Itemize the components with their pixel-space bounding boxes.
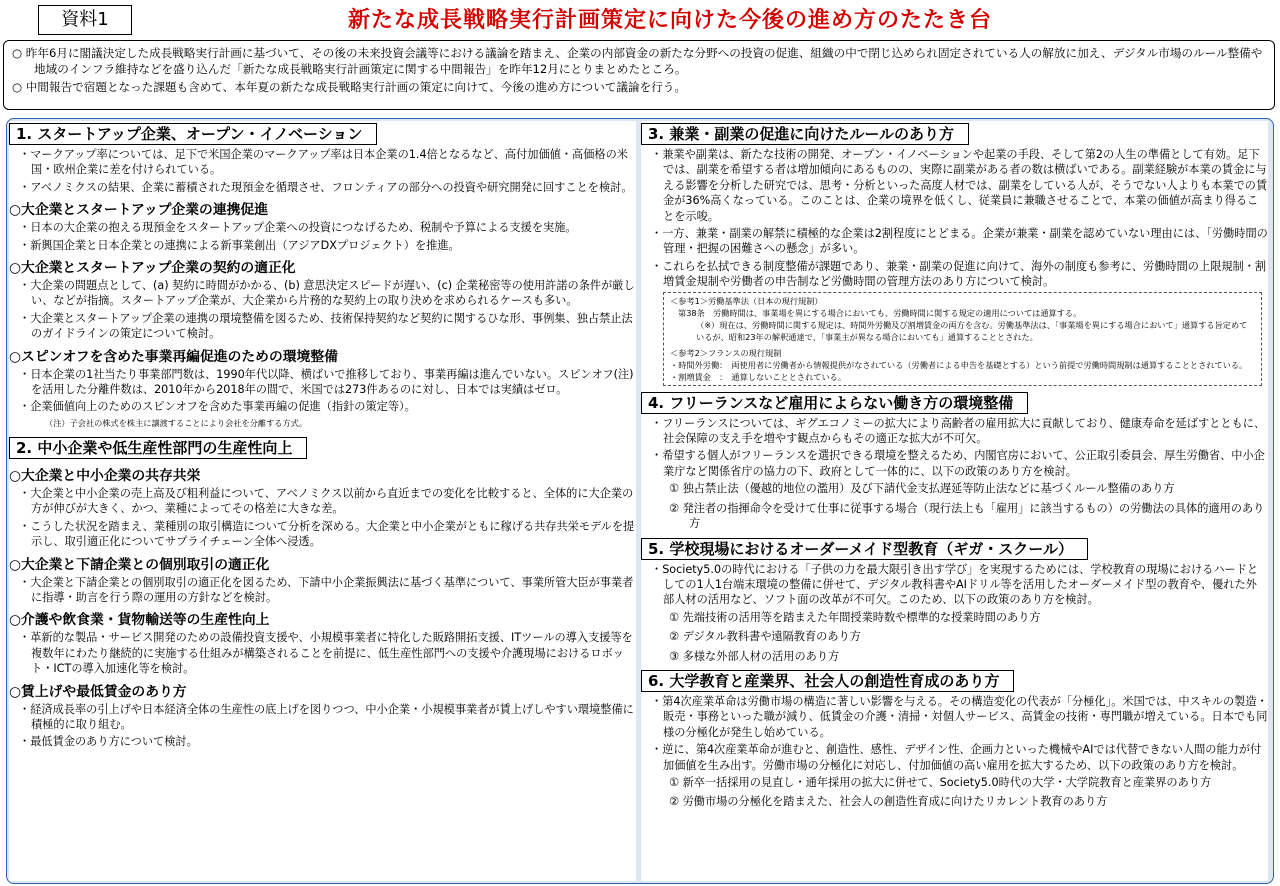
intro-box [3, 40, 1275, 110]
main-panel [6, 118, 1274, 884]
ref1-line-1: 第38条 労働時間は、事業場を異にする場合においても、労働時間に関する規定の適用については通算する。 [678, 307, 1082, 318]
s2-subheading-1: ○大企業と中小企業の共存共栄 [9, 467, 201, 484]
s4-bullet-2: ・希望する個人がフリーランスを選択できる環境を整えるため、内閣官房において、公正取引委員会、厚生労働省、中小企業庁など関係省庁の協力の下、政府として一体的に、以下の政策のあり方を検討。 [651, 449, 1265, 478]
ref2-title: ＜参考2＞フランスの現行規制 [670, 347, 782, 358]
s3-bullet-1: ・兼業や副業は、新たな技術の開発、オープン・イノベーションや起業の手段、そして第2の人生の準備として有効。足下では、副業を希望する者は増加傾向にあるものの、実際に副業がある者の数は横ばいである。副業経験が本業の賃金に与える影響を分析した研究では、思考・分析といった高度人材では、副業をしている人が、そうでない人よりも本業での賃金が36%高くなっている。このことは、企業の境界を低くし、従業員に兼職させることで、本業の価値が高まり得ることを示唆。 [651, 148, 1268, 223]
section-2-heading: 2. 中小企業や低生産性部門の生産性向上 [9, 437, 307, 459]
s1-sub3-bullet-2: ・企業価値向上のためのスピンオフを含めた事業再編の促進（指針の策定等）。 [19, 400, 416, 414]
s2-sub4-bullet-1: ・経済成長率の引上げや日本経済全体の生産性の底上げを図りつつ、中小企業・小規模事業者が賃上げしやすい環境整備に積極的に取り組む。 [19, 702, 634, 731]
s6-item-2: ② 労働市場の分極化を踏まえた、社会人の創造性育成に向けたリカレント教育のあり方 [669, 795, 1108, 809]
s2-sub1-bullet-1: ・大企業と中小企業の売上高及び粗利益について、アベノミクス以前から直近までの変化を比較すると、全体的に大企業の方が伸びが大きく、かつ、業種によってその格差に大きな差。 [19, 486, 634, 516]
s5-bullet-1: ・Society5.0の時代における「子供の力を最大限引き出す学び」を実現するためには、学校教育の現場におけるハードとしての1人1台端末環境の整備に併せて、デジタル教科書やAIドリル等を活用したオーダーメイド型の教育や、優れた外部人材の活用など、ソフト面の改革が不可欠。このため、以下の政策のあり方を検討。 [651, 562, 1259, 607]
s2-subheading-3: ○介護や飲食業・貨物輸送等の生産性向上 [9, 612, 270, 629]
ref1-title: ＜参考1＞労働基準法（日本の現行規制） [670, 295, 823, 306]
s3-bullet-3: ・これらを払拭できる制度整備が課題であり、兼業・副業の促進に向けて、海外の制度も参考に、労働時間の上限規制・割増賃金規制や労働者の申告制など労働時間の管理方法のあり方について検討。 [651, 259, 1267, 289]
reference-box [663, 292, 1262, 386]
s5-item-1: ① 先端技術の活用等を踏まえた年間授業時数や標準的な授業時間のあり方 [669, 610, 1041, 624]
s2-sub1-bullet-2: ・こうした状況を踏まえ、業種別の取引構造について分析を深める。大企業と中小企業がともに稼げる共存共栄モデルを提示し、取引適正化についてサプライチェーン全体へ浸透。 [19, 519, 635, 549]
s2-subheading-2: ○大企業と下請企業との個別取引の適正化 [9, 556, 270, 573]
s1-subheading-3: ○スピンオフを含めた事業再編促進のための環境整備 [9, 348, 338, 365]
s1-sub2-bullet-1: ・大企業の問題点として、(a) 契約に時間がかかる、(b) 意思決定スピードが遅い、(c) 企業秘密等の使用許諾の条件が厳しい、などが指摘。スタートアップ企業が、大企業から片務的な契約上の取り決めを求められるケースも多い。 [19, 279, 635, 308]
s6-item-1: ① 新卒一括採用の見直し・通年採用の拡大に併せて、Society5.0時代の大学・大学院教育と産業界のあり方 [669, 775, 1212, 789]
left-column [9, 121, 636, 881]
s1-bullet-1: ・マークアップ率については、足下で米国企業のマークアップ率は日本企業の1.4倍となるなど、高付加価値・高価格の米国・欧州企業に差を付けられている。 [19, 148, 628, 177]
s1-sub1-bullet-2: ・新興国企業と日本企業との連携による新事業創出（アジアDXプロジェクト）を推進。 [19, 238, 460, 252]
s3-bullet-2: ・一方、兼業・副業の解禁に積極的な企業は2割程度にとどまる。企業が兼業・副業を認めていない理由には、「労働時間の管理・把握の困難さへの懸念」が多い。 [651, 227, 1268, 256]
s1-footnote: （注）子会社の株式を株主に譲渡することにより会社を分離する方式。 [45, 417, 308, 428]
s6-bullet-2: ・逆に、第4次産業革命が進むと、創造性、感性、デザイン性、企画力といった機械やAIでは代替できない人間の能力が付加価値を生み出す。労働市場の分極化に対応し、付加価値の高い雇用を拡大するため、以下の政策のあり方を検討。 [651, 743, 1262, 772]
s4-item-2: ② 発注者の指揮命令を受けて仕事に従事する場合（現行法上も「雇用」に該当するもの）の労働法の具体的適用のあり方 [669, 501, 1265, 531]
page-title: 新たな成長戦略実行計画策定に向けた今後の進め方のたたき台 [347, 8, 992, 33]
intro-point-2: ○ 中間報告で宿題となった課題も含めて、本年夏の新たな成長戦略実行計画の策定に向けて、今後の進め方について議論を行う。 [12, 80, 686, 94]
s1-sub1-bullet-1: ・日本の大企業の抱える現預金をスタートアップ企業への投資につなげるため、税制や予算による支援を実施。 [19, 221, 577, 235]
section-1-heading: 1. スタートアップ企業、オープン・イノベーション [9, 123, 377, 145]
s2-subheading-4: ○賃上げや最低賃金のあり方 [9, 683, 187, 700]
s2-sub3-bullet-1: ・革新的な製品・サービス開発のための設備投資支援や、小規模事業者に特化した販路開拓支援、ITツールの導入支援等を複数年にわたり継続的に実施する仕組みが構築されることを前提に、低生産性部門への支援や介護現場におけるロボット・ICTの導入加速化等を検討。 [19, 631, 633, 676]
ref1-line-2: （※）現在は、労働時間に関する規定は、時間外労働及び割増賃金の両方を含む。労働基準法は、「事業場を異にする場合において」通算する旨定めているが、昭和23年の解釈通達で、「事業主が異なる場合においても」通算することとされた。 [696, 319, 1248, 342]
section-5-heading: 5. 学校現場におけるオーダーメイド型教育（ギガ・スクール） [641, 538, 1088, 560]
s1-bullet-2: ・アベノミクスの結果、企業に蓄積された現預金を循環させ、フロンティアの部分への投資や研究開発に回すことを検討。 [19, 180, 633, 194]
section-6-heading: 6. 大学教育と産業界、社会人の創造性育成のあり方 [641, 670, 1014, 692]
s6-bullet-1: ・第4次産業革命は労働市場の構造に著しい影響を与える。その構造変化の代表が「分極化」。米国では、中スキルの製造・販売・事務といった職が減り、低賃金の介護・清掃・対個人サービス、高賃金の技術・専門職が増えている。日本でも同様の分極化が発生し始めている。 [651, 694, 1268, 739]
right-column [641, 121, 1268, 881]
s4-bullet-1: ・フリーランスについては、ギグエコノミーの拡大により高齢者の雇用拡大に貢献しており、健康寿命を延ばすとともに、社会保障の支え手を増やす観点からもその適正な拡大が不可欠。 [651, 416, 1266, 446]
s1-sub2-bullet-2: ・大企業とスタートアップ企業の連携の環境整備を図るため、技術保持契約など契約に関するひな形、事例集、独占禁止法のガイドラインの策定について検討。 [19, 311, 633, 341]
s2-sub2-bullet-1: ・大企業と下請企業との個別取引の適正化を図るため、下請中小企業振興法に基づく基準について、事業所管大臣が事業者に指導・助言を行う際の運用の方針などを検討。 [19, 575, 634, 604]
s1-subheading-2: ○大企業とスタートアップ企業の契約の適正化 [9, 260, 296, 277]
s5-item-2: ② デジタル教科書や遠隔教育のあり方 [669, 630, 861, 644]
intro-point-1: ○ 昨年6月に閣議決定した成長戦略実行計画に基づいて、その後の未来投資会議等における議論を踏まえ、企業の内部資金の新たな分野への投資の促進、組織の中で閉じ込められ固定されている人の解放に加え、デジタル市場のルール整備や地域のインフラ維持などを盛り込んだ「新たな成長戦略実行計画策定に関する中間報告」を昨年12月にとりまとめたところ。 [12, 46, 1263, 76]
s1-sub3-bullet-1: ・日本企業の1社当たり事業部門数は、1990年代以降、横ばいで推移しており、事業再編は進んでいない。スピンオフ(注)を活用した分離件数は、2010年から2018年の間で、米国では273件あるのに対し、日本では実績はゼロ。 [19, 367, 634, 397]
s1-subheading-1: ○大企業とスタートアップ企業の連携促進 [9, 202, 269, 219]
section-4-heading: 4. フリーランスなど雇用によらない働き方の環境整備 [641, 392, 1028, 414]
s5-item-3: ③ 多様な外部人材の活用のあり方 [669, 649, 840, 663]
ref2-line-2: ・割増賃金 ： 通算しないこととされている。 [670, 371, 847, 382]
ref2-line-1: ・時間外労働： 両使用者に労働者から情報提供がなされている（労働者による申告を基礎とする）という前提で労働時間規制は通算することとされている。 [670, 359, 1248, 370]
s2-sub4-bullet-2: ・最低賃金のあり方について検討。 [19, 735, 198, 749]
section-3-heading: 3. 兼業・副業の促進に向けたルールのあり方 [641, 123, 969, 145]
s4-item-1: ① 独占禁止法（優越的地位の濫用）及び下請代金支払遅延等防止法などに基づくルール整備のあり方 [669, 482, 1175, 496]
document-label: 資料1 [38, 5, 132, 35]
